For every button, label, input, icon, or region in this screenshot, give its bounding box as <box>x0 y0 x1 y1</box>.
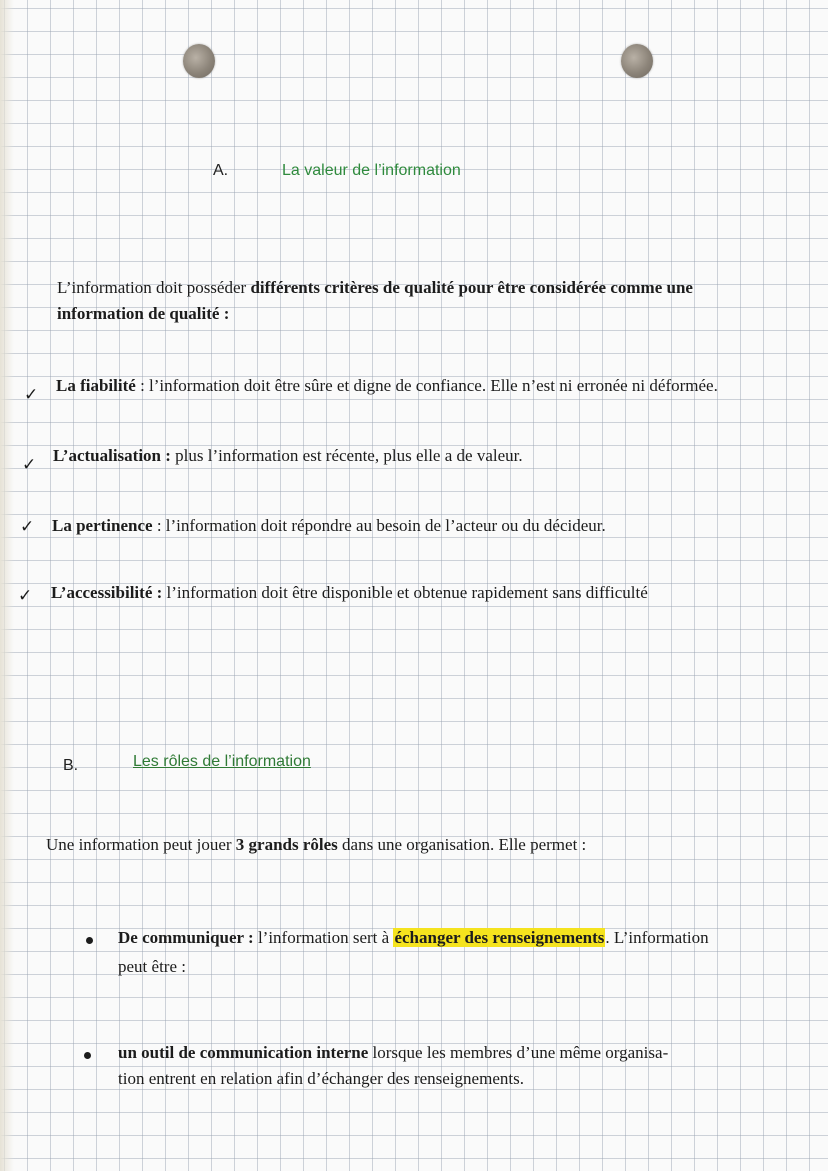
section-a-title-wrap <box>282 162 461 180</box>
role-term: De communiquer : <box>118 928 254 947</box>
criterion-text: l’information doit être disponible et obtenue rapidement sans difficulté <box>162 583 648 602</box>
bullet-icon <box>84 1052 91 1059</box>
criterion-term: La fiabilité <box>56 376 136 395</box>
criterion-term: L’accessibilité : <box>51 583 163 602</box>
role-interne-line2 <box>118 1067 524 1091</box>
intro-b-line <box>46 833 586 857</box>
intro-a-line2 <box>57 302 229 326</box>
intro-b-bold: 3 grands rôles <box>235 835 338 854</box>
section-b-title: Les rôles de l’information <box>133 753 311 770</box>
role-term: un outil de communication interne <box>118 1043 369 1062</box>
intro-a-line1 <box>57 276 693 300</box>
role-communiquer-line1 <box>118 926 709 950</box>
role-communiquer-line2 <box>118 955 186 979</box>
punch-hole-right <box>621 44 653 78</box>
intro-b-plain1: Une information peut jouer <box>46 835 236 854</box>
check-icon: ✓ <box>24 385 39 405</box>
section-b-title-wrap <box>133 753 311 771</box>
intro-a-plain: L’information doit posséder <box>57 278 251 297</box>
role-text: l’information sert à <box>253 928 394 947</box>
check-icon: ✓ <box>20 517 35 537</box>
check-icon: ✓ <box>22 455 37 475</box>
role-text: lorsque les membres d’une même organisa- <box>368 1043 669 1062</box>
role-interne-line1 <box>118 1041 668 1065</box>
section-b-letter: B. <box>63 757 79 774</box>
section-b-heading <box>63 757 78 775</box>
check-icon: ✓ <box>18 586 33 606</box>
criterion-fiabilite <box>56 374 718 398</box>
criterion-pertinence <box>52 514 606 538</box>
role-highlight: échanger des renseignements <box>394 928 605 947</box>
bullet-icon <box>86 937 93 944</box>
intro-b-plain2: dans une organisation. Elle permet : <box>337 835 587 854</box>
role-text-end: . L’information <box>605 928 709 947</box>
intro-a-bold2: information de qualité : <box>57 304 230 323</box>
section-a-title: La valeur de l’information <box>282 162 461 179</box>
criterion-text: plus l’information est récente, plus elle a de valeur. <box>170 446 523 465</box>
criterion-accessibilite <box>51 581 648 605</box>
criterion-term: L’actualisation : <box>53 446 171 465</box>
page-edge <box>0 0 14 1171</box>
intro-a-bold1: différents critères de qualité pour être considérée comme une <box>250 278 693 297</box>
section-a-heading <box>213 162 228 180</box>
role-text-continued: tion entrent en relation afin d’échanger des renseignements. <box>118 1069 524 1088</box>
criterion-term: La pertinence <box>52 516 153 535</box>
role-text-continued: peut être : <box>118 957 186 976</box>
criterion-actualisation <box>53 444 523 468</box>
punch-hole-left <box>183 44 215 78</box>
criterion-text: : l’information doit être sûre et digne de confiance. Elle n’est ni erronée ni déformée. <box>135 376 718 395</box>
criterion-text: : l’information doit répondre au besoin de l’acteur ou du décideur. <box>152 516 606 535</box>
section-a-letter: A. <box>213 162 229 179</box>
